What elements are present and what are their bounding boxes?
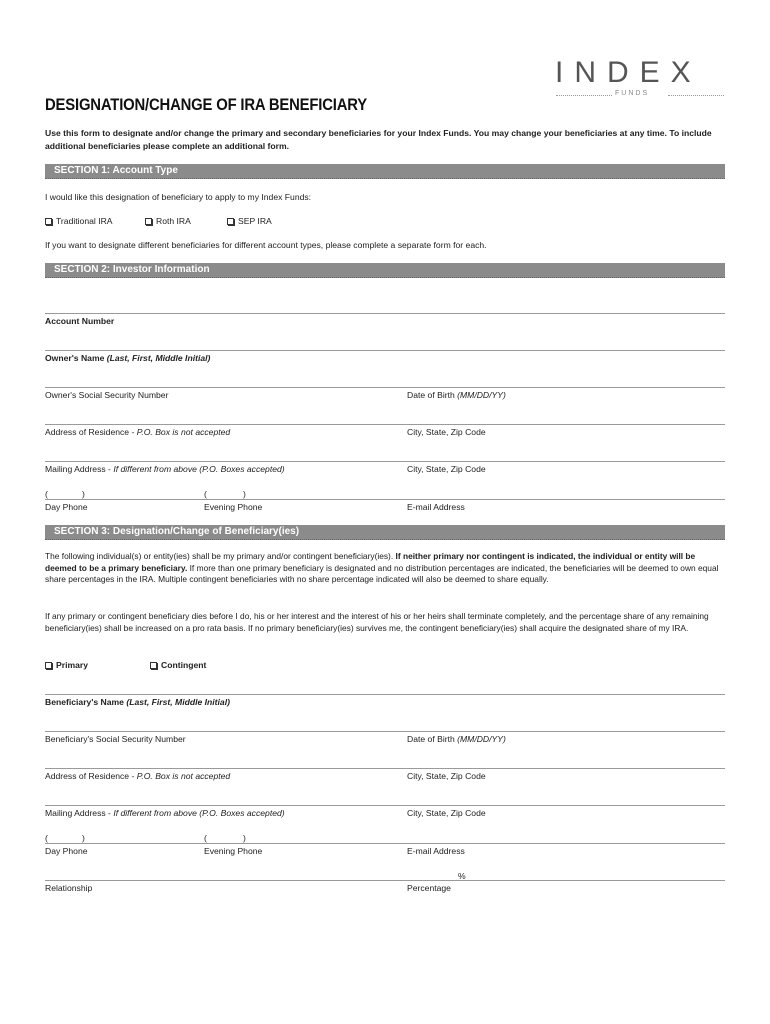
owner-day-phone-label: Day Phone	[45, 502, 88, 512]
section-3-title: SECTION 3: Designation/Change of Beneficiary(ies)	[54, 526, 300, 537]
section-1-prompt: I would like this designation of beneficiary to apply to my Index Funds:	[45, 192, 312, 202]
owner-name-label: Owner's Name (Last, First, Middle Initial)	[45, 353, 211, 363]
percentage-label: Percentage	[407, 883, 451, 893]
section-1-header	[45, 164, 725, 179]
owner-city-label-2: City, State, Zip Code	[407, 464, 486, 474]
beneficiary-name-hint: (Last, First, Middle Initial)	[126, 697, 230, 707]
beneficiary-ssn-label: Beneficiary's Social Security Number	[45, 734, 186, 744]
owner-name-line[interactable]	[45, 350, 725, 351]
owner-ssn-line[interactable]	[45, 387, 725, 388]
traditional-ira-checkbox[interactable]	[45, 218, 52, 225]
section-3-paragraph-2: If any primary or contingent beneficiary dies before I do, his or her interest and the interest of his or her heirs shall terminate completely, and the percentage share of any remaining beneficiary(ies) shall be increased on a pro rata basis. If no primary beneficiary(ies) survives me, the contingent beneficiary(ies) shall acquire the designated share of my IRA.	[45, 611, 709, 633]
sep-ira-option[interactable]	[227, 216, 272, 226]
owner-phone-line[interactable]	[45, 499, 725, 500]
owner-residence-label: Address of Residence - P.O. Box is not accepted	[45, 427, 231, 437]
owner-day-phone-paren-open: (	[45, 489, 48, 499]
index-logo-subtitle: FUNDS	[615, 90, 650, 97]
owner-day-phone-paren-close: )	[82, 489, 85, 499]
form-title: DESIGNATION/CHANGE OF IRA BENEFICIARY	[45, 96, 367, 114]
beneficiary-phone-line[interactable]	[45, 843, 725, 844]
beneficiary-evening-phone-paren-close: )	[243, 833, 246, 843]
section-3-paragraph-1: The following individual(s) or entity(ies) shall be my primary and/or contingent beneficiary(ies). If neither primary nor contingent is indicated, the individual or entity will be deemed to be a primary beneficiary. If more than one primary beneficiary is designated and no distribution percentages are indicated, the beneficiaries will be deemed to own equal share percentages in the IRA. Multiple contingent beneficiaries with no share percentage indicated will also be deemed to share equally.	[45, 551, 719, 584]
beneficiary-residence-line[interactable]	[45, 768, 725, 769]
contingent-checkbox[interactable]	[150, 662, 157, 669]
beneficiary-dob-label: Date of Birth (MM/DD/YY)	[407, 734, 506, 744]
traditional-ira-label: Traditional IRA	[56, 216, 113, 226]
beneficiary-day-phone-label: Day Phone	[45, 846, 88, 856]
beneficiary-email-label: E-mail Address	[407, 846, 465, 856]
account-number-line[interactable]	[45, 313, 725, 314]
traditional-ira-option[interactable]	[45, 216, 113, 226]
sep-ira-checkbox[interactable]	[227, 218, 234, 225]
section-1-note: If you want to designate different beneficiaries for different account types, please complete a separate form for each.	[45, 240, 487, 250]
owner-residence-line[interactable]	[45, 424, 725, 425]
beneficiary-evening-phone-label: Evening Phone	[204, 846, 263, 856]
contingent-label: Contingent	[161, 660, 207, 670]
beneficiary-city-label-2: City, State, Zip Code	[407, 808, 486, 818]
sep-ira-label: SEP IRA	[238, 216, 272, 226]
owner-dob-hint: (MM/DD/YY)	[457, 390, 506, 400]
beneficiary-dob-hint: (MM/DD/YY)	[457, 734, 506, 744]
beneficiary-day-phone-paren-close: )	[82, 833, 85, 843]
beneficiary-evening-phone-paren-open: (	[204, 833, 207, 843]
primary-label: Primary	[56, 660, 89, 670]
owner-mailing-label: Mailing Address - If different from above (P.O. Boxes accepted)	[45, 464, 285, 474]
beneficiary-city-label-1: City, State, Zip Code	[407, 771, 486, 781]
owner-city-label-1: City, State, Zip Code	[407, 427, 486, 437]
logo-divider-left	[556, 95, 612, 96]
beneficiary-residence-hint: P.O. Box is not accepted	[136, 771, 231, 781]
owner-evening-phone-paren-close: )	[243, 489, 246, 499]
logo-divider-right	[668, 95, 724, 96]
owner-evening-phone-label: Evening Phone	[204, 502, 263, 512]
owner-mailing-line[interactable]	[45, 461, 725, 462]
beneficiary-name-label: Beneficiary's Name (Last, First, Middle Initial)	[45, 697, 230, 707]
primary-option[interactable]	[45, 660, 88, 670]
beneficiary-residence-label: Address of Residence - P.O. Box is not accepted	[45, 771, 231, 781]
form-intro: Use this form to designate and/or change the primary and secondary beneficiaries for your Index Funds. You may change your beneficiaries at any time. To include additional beneficiaries please complete an additional form.	[45, 128, 712, 151]
beneficiary-mailing-line[interactable]	[45, 805, 725, 806]
beneficiary-mailing-hint: If different from above (P.O. Boxes accepted)	[113, 808, 285, 818]
beneficiary-mailing-label: Mailing Address - If different from above (P.O. Boxes accepted)	[45, 808, 285, 818]
roth-ira-checkbox[interactable]	[145, 218, 152, 225]
index-logo-wordmark: INDEX	[555, 56, 702, 89]
primary-checkbox[interactable]	[45, 662, 52, 669]
section-3-header	[45, 525, 725, 540]
owner-residence-hint: P.O. Box is not accepted	[136, 427, 231, 437]
relationship-percentage-line[interactable]	[45, 880, 725, 881]
owner-name-hint: (Last, First, Middle Initial)	[106, 353, 211, 363]
owner-mailing-hint: If different from above (P.O. Boxes accepted)	[113, 464, 285, 474]
section-2-header	[45, 263, 725, 278]
contingent-option[interactable]	[150, 660, 206, 670]
account-number-label: Account Number	[45, 316, 115, 326]
section-2-title: SECTION 2: Investor Information	[54, 264, 210, 275]
percent-sign: %	[458, 871, 466, 881]
relationship-label: Relationship	[45, 883, 93, 893]
owner-dob-label: Date of Birth (MM/DD/YY)	[407, 390, 506, 400]
beneficiary-name-line[interactable]	[45, 694, 725, 695]
beneficiary-day-phone-paren-open: (	[45, 833, 48, 843]
beneficiary-ssn-line[interactable]	[45, 731, 725, 732]
roth-ira-option[interactable]	[145, 216, 191, 226]
owner-evening-phone-paren-open: (	[204, 489, 207, 499]
owner-ssn-label: Owner's Social Security Number	[45, 390, 169, 400]
roth-ira-label: Roth IRA	[156, 216, 191, 226]
section-1-title: SECTION 1: Account Type	[54, 165, 178, 176]
owner-email-label: E-mail Address	[407, 502, 465, 512]
